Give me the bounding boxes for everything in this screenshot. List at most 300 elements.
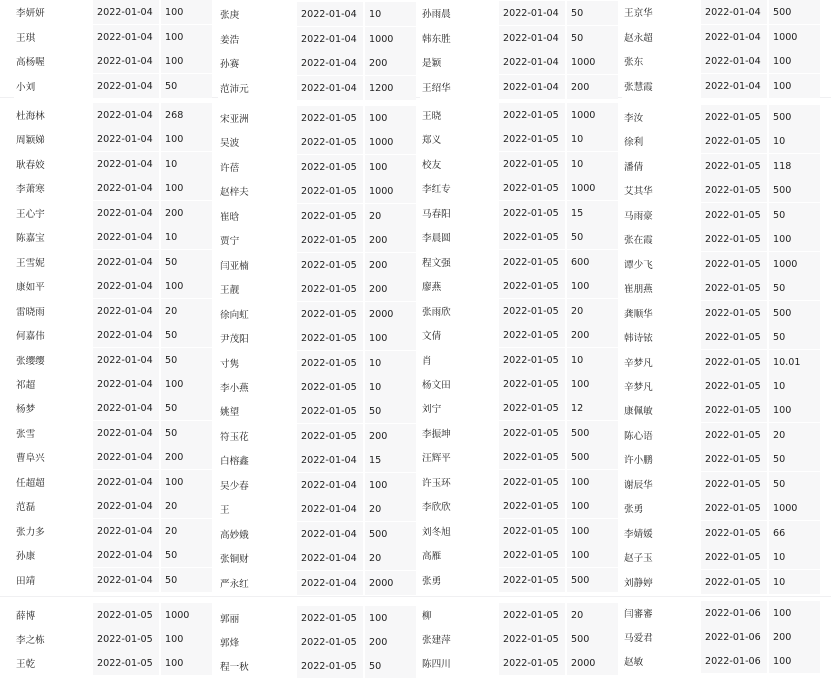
name-cell: 张缨缨: [14, 348, 93, 372]
date-cell: 2022-01-05: [499, 651, 567, 675]
table-row: [420, 323, 618, 347]
table-row: [218, 546, 416, 570]
amount-cell: 20: [161, 299, 212, 323]
date-cell: 2022-01-05: [297, 155, 365, 179]
date-cell: 2022-01-05: [701, 398, 769, 422]
date-cell: 2022-01-04: [297, 522, 365, 546]
date-cell: 2022-01-04: [93, 274, 161, 298]
amount-cell: 15: [567, 201, 618, 225]
table-row: [218, 399, 416, 423]
amount-cell: 10: [769, 129, 820, 153]
table-row: [622, 447, 820, 471]
table-row: [420, 152, 618, 176]
table-row: [420, 494, 618, 518]
table-row: [420, 421, 618, 445]
date-cell: 2022-01-05: [701, 570, 769, 594]
date-cell: 2022-01-04: [93, 299, 161, 323]
amount-cell: 20: [567, 603, 618, 627]
divider: [0, 596, 831, 597]
amount-cell: 50: [567, 225, 618, 249]
name-cell: 张雪: [14, 421, 93, 445]
date-cell: 2022-01-05: [499, 323, 567, 347]
table-row: [622, 49, 820, 73]
table-row: [218, 497, 416, 521]
date-cell: 2022-01-04: [93, 250, 161, 274]
name-cell: 刘静婷: [622, 570, 701, 594]
date-cell: 2022-01-05: [297, 130, 365, 154]
date-cell: 2022-01-05: [297, 302, 365, 326]
amount-cell: 100: [769, 49, 820, 73]
table-row: [420, 26, 618, 50]
name-cell: 康佩敏: [622, 398, 701, 422]
name-cell: 寸隽: [218, 351, 297, 375]
amount-cell: 100: [567, 470, 618, 494]
name-cell: 许小鹏: [622, 447, 701, 471]
amount-cell: 200: [365, 277, 416, 301]
date-cell: 2022-01-05: [297, 630, 365, 654]
amount-cell: 1000: [769, 496, 820, 520]
amount-cell: 100: [769, 601, 820, 625]
name-cell: 符玉花: [218, 424, 297, 448]
table-row: [622, 0, 820, 24]
table-row: [218, 606, 416, 630]
table-panel: [420, 603, 618, 676]
date-cell: 2022-01-06: [701, 601, 769, 625]
amount-cell: 50: [567, 1, 618, 25]
date-cell: 2022-01-05: [297, 204, 365, 228]
table-panel: [420, 103, 618, 592]
date-cell: 2022-01-05: [701, 374, 769, 398]
date-cell: 2022-01-05: [297, 326, 365, 350]
amount-cell: 200: [161, 445, 212, 469]
amount-cell: 100: [161, 0, 212, 24]
table-row: [622, 601, 820, 625]
amount-cell: 66: [769, 521, 820, 545]
amount-cell: 500: [769, 301, 820, 325]
date-cell: 2022-01-04: [93, 323, 161, 347]
date-cell: 2022-01-04: [499, 75, 567, 99]
table-row: [218, 204, 416, 228]
name-cell: 贾宁: [218, 228, 297, 252]
table-row: [14, 152, 212, 176]
amount-cell: 100: [161, 127, 212, 151]
name-cell: 闫亚楠: [218, 253, 297, 277]
date-cell: 2022-01-04: [93, 372, 161, 396]
amount-cell: 100: [769, 74, 820, 98]
table-row: [218, 351, 416, 375]
date-cell: 2022-01-05: [499, 519, 567, 543]
name-cell: 郑义: [420, 127, 499, 151]
table-row: [14, 49, 212, 73]
table-row: [218, 571, 416, 595]
name-cell: 宋亚洲: [218, 106, 297, 130]
date-cell: 2022-01-04: [297, 448, 365, 472]
amount-cell: 50: [769, 203, 820, 227]
table-row: [14, 627, 212, 651]
name-cell: 高妙娥: [218, 522, 297, 546]
date-cell: 2022-01-05: [499, 103, 567, 127]
date-cell: 2022-01-05: [499, 152, 567, 176]
date-cell: 2022-01-05: [499, 421, 567, 445]
amount-cell: 2000: [365, 302, 416, 326]
table-row: [420, 225, 618, 249]
table-row: [420, 50, 618, 74]
amount-cell: 100: [769, 649, 820, 673]
name-cell: 谢辰华: [622, 472, 701, 496]
amount-cell: 10: [365, 351, 416, 375]
date-cell: 2022-01-04: [701, 0, 769, 24]
amount-cell: 100: [365, 606, 416, 630]
name-cell: 姚望: [218, 399, 297, 423]
date-cell: 2022-01-05: [701, 423, 769, 447]
name-cell: 白榕鑫: [218, 448, 297, 472]
name-cell: 郭丽: [218, 606, 297, 630]
amount-cell: 50: [161, 421, 212, 445]
amount-cell: 50: [769, 472, 820, 496]
table-panel: [14, 103, 212, 592]
date-cell: 2022-01-05: [499, 348, 567, 372]
table-row: [14, 323, 212, 347]
date-cell: 2022-01-05: [93, 603, 161, 627]
table-row: [622, 203, 820, 227]
name-cell: 李小燕: [218, 375, 297, 399]
date-cell: 2022-01-04: [93, 494, 161, 518]
table-row: [420, 1, 618, 25]
date-cell: 2022-01-05: [297, 351, 365, 375]
date-cell: 2022-01-04: [93, 421, 161, 445]
table-panel: [622, 105, 820, 594]
table-panel: [218, 2, 416, 100]
table-row: [420, 75, 618, 99]
amount-cell: 1000: [567, 50, 618, 74]
table-row: [622, 25, 820, 49]
date-cell: 2022-01-04: [93, 396, 161, 420]
name-cell: 闫審審: [622, 601, 701, 625]
amount-cell: 20: [365, 546, 416, 570]
name-cell: 张慧霞: [622, 74, 701, 98]
table-row: [622, 154, 820, 178]
table-panel: [14, 603, 212, 676]
table-row: [218, 253, 416, 277]
name-cell: 王靓: [218, 277, 297, 301]
name-cell: 王心宇: [14, 201, 93, 225]
amount-cell: 1000: [567, 103, 618, 127]
name-cell: 曹阜兴: [14, 445, 93, 469]
amount-cell: 200: [567, 323, 618, 347]
table-row: [14, 299, 212, 323]
table-panel: [218, 106, 416, 595]
table-row: [218, 654, 416, 678]
name-cell: 马春阳: [420, 201, 499, 225]
name-cell: 周颖娣: [14, 127, 93, 151]
table-row: [14, 519, 212, 543]
date-cell: 2022-01-04: [701, 49, 769, 73]
name-cell: 张东: [622, 49, 701, 73]
date-cell: 2022-01-05: [499, 543, 567, 567]
date-cell: 2022-01-04: [499, 26, 567, 50]
name-cell: 雷晓雨: [14, 299, 93, 323]
name-cell: 杜海林: [14, 103, 93, 127]
date-cell: 2022-01-06: [701, 649, 769, 673]
date-cell: 2022-01-04: [93, 74, 161, 98]
table-row: [14, 201, 212, 225]
date-cell: 2022-01-05: [499, 127, 567, 151]
table-row: [218, 302, 416, 326]
date-cell: 2022-01-05: [499, 372, 567, 396]
amount-cell: 50: [567, 26, 618, 50]
date-cell: 2022-01-04: [297, 473, 365, 497]
name-cell: 李婧媛: [622, 521, 701, 545]
date-cell: 2022-01-05: [701, 276, 769, 300]
table-row: [218, 522, 416, 546]
date-cell: 2022-01-04: [297, 27, 365, 51]
amount-cell: 200: [365, 51, 416, 75]
date-cell: 2022-01-05: [701, 545, 769, 569]
amount-cell: 100: [567, 494, 618, 518]
name-cell: 陈四川: [420, 651, 499, 675]
amount-cell: 200: [567, 75, 618, 99]
name-cell: 小刘: [14, 74, 93, 98]
name-cell: 校友: [420, 152, 499, 176]
name-cell: 张铜财: [218, 546, 297, 570]
date-cell: 2022-01-05: [701, 105, 769, 129]
table-row: [622, 325, 820, 349]
name-cell: 吴波: [218, 130, 297, 154]
date-cell: 2022-01-04: [93, 127, 161, 151]
name-cell: 孙康: [14, 543, 93, 567]
name-cell: 龚顺华: [622, 301, 701, 325]
amount-cell: 50: [161, 543, 212, 567]
name-cell: 严永红: [218, 571, 297, 595]
date-cell: 2022-01-05: [499, 603, 567, 627]
name-cell: 田靖: [14, 568, 93, 592]
name-cell: 张勇: [420, 568, 499, 592]
table-row: [622, 398, 820, 422]
date-cell: 2022-01-05: [701, 227, 769, 251]
table-row: [622, 423, 820, 447]
name-cell: 何嘉伟: [14, 323, 93, 347]
amount-cell: 12: [567, 396, 618, 420]
date-cell: 2022-01-05: [297, 375, 365, 399]
amount-cell: 1200: [365, 76, 416, 100]
table-row: [420, 543, 618, 567]
table-row: [14, 127, 212, 151]
table-row: [622, 301, 820, 325]
name-cell: 王乾: [14, 651, 93, 675]
table-row: [420, 176, 618, 200]
amount-cell: 50: [769, 276, 820, 300]
name-cell: 高杨喔: [14, 49, 93, 73]
amount-cell: 100: [365, 473, 416, 497]
table-row: [420, 103, 618, 127]
name-cell: 赵子玉: [622, 545, 701, 569]
date-cell: 2022-01-04: [93, 519, 161, 543]
amount-cell: 200: [161, 201, 212, 225]
name-cell: 徐利: [622, 129, 701, 153]
name-cell: 李振坤: [420, 421, 499, 445]
table-row: [420, 470, 618, 494]
amount-cell: 100: [161, 627, 212, 651]
date-cell: 2022-01-04: [93, 201, 161, 225]
name-cell: 马雨豪: [622, 203, 701, 227]
name-cell: 范磊: [14, 494, 93, 518]
amount-cell: 500: [567, 568, 618, 592]
name-cell: 张庚: [218, 2, 297, 26]
date-cell: 2022-01-05: [701, 350, 769, 374]
amount-cell: 20: [769, 423, 820, 447]
amount-cell: 500: [567, 627, 618, 651]
amount-cell: 10: [769, 374, 820, 398]
date-cell: 2022-01-05: [701, 203, 769, 227]
table-row: [14, 176, 212, 200]
name-cell: 孙雨晨: [420, 1, 499, 25]
date-cell: 2022-01-04: [297, 546, 365, 570]
date-cell: 2022-01-05: [499, 250, 567, 274]
date-cell: 2022-01-04: [93, 225, 161, 249]
name-cell: 韩诗铱: [622, 325, 701, 349]
name-cell: 艾其华: [622, 178, 701, 202]
name-cell: 汪辉平: [420, 445, 499, 469]
name-cell: 王京华: [622, 0, 701, 24]
name-cell: 李晨圆: [420, 225, 499, 249]
table-row: [218, 106, 416, 130]
date-cell: 2022-01-04: [93, 0, 161, 24]
name-cell: 程文强: [420, 250, 499, 274]
name-cell: 辛梦凡: [622, 350, 701, 374]
date-cell: 2022-01-05: [297, 253, 365, 277]
name-cell: 张雨欣: [420, 299, 499, 323]
name-cell: 耿春姣: [14, 152, 93, 176]
amount-cell: 100: [161, 651, 212, 675]
date-cell: 2022-01-04: [701, 25, 769, 49]
name-cell: 吴少春: [218, 473, 297, 497]
amount-cell: 10: [567, 152, 618, 176]
table-row: [420, 274, 618, 298]
table-row: [420, 250, 618, 274]
date-cell: 2022-01-05: [701, 472, 769, 496]
table-row: [622, 276, 820, 300]
amount-cell: 200: [365, 253, 416, 277]
date-cell: 2022-01-05: [499, 201, 567, 225]
name-cell: 陈嘉宝: [14, 225, 93, 249]
amount-cell: 10: [365, 2, 416, 26]
table-row: [14, 74, 212, 98]
table-row: [622, 545, 820, 569]
name-cell: 任超超: [14, 470, 93, 494]
name-cell: 刘宁: [420, 396, 499, 420]
date-cell: 2022-01-04: [297, 571, 365, 595]
name-cell: 张建萍: [420, 627, 499, 651]
amount-cell: 200: [365, 228, 416, 252]
date-cell: 2022-01-04: [297, 2, 365, 26]
name-cell: 李之栋: [14, 627, 93, 651]
table-row: [622, 227, 820, 251]
table-row: [14, 396, 212, 420]
name-cell: 李汝: [622, 105, 701, 129]
amount-cell: 10: [567, 348, 618, 372]
name-cell: 赵敏: [622, 649, 701, 673]
date-cell: 2022-01-04: [297, 76, 365, 100]
table-row: [218, 27, 416, 51]
table-row: [622, 472, 820, 496]
name-cell: 刘冬旭: [420, 519, 499, 543]
table-row: [14, 225, 212, 249]
table-row: [218, 228, 416, 252]
amount-cell: 100: [365, 155, 416, 179]
amount-cell: 1000: [769, 25, 820, 49]
name-cell: 李萧寒: [14, 176, 93, 200]
name-cell: 陈心语: [622, 423, 701, 447]
table-panel: [14, 0, 212, 98]
date-cell: 2022-01-05: [499, 568, 567, 592]
amount-cell: 100: [365, 106, 416, 130]
amount-cell: 20: [161, 494, 212, 518]
date-cell: 2022-01-05: [499, 494, 567, 518]
date-cell: 2022-01-05: [701, 301, 769, 325]
table-row: [14, 348, 212, 372]
table-row: [14, 445, 212, 469]
name-cell: 廖燕: [420, 274, 499, 298]
amount-cell: 118: [769, 154, 820, 178]
date-cell: 2022-01-05: [499, 225, 567, 249]
name-cell: 王: [218, 497, 297, 521]
amount-cell: 600: [567, 250, 618, 274]
date-cell: 2022-01-04: [93, 348, 161, 372]
amount-cell: 50: [769, 325, 820, 349]
table-row: [14, 568, 212, 592]
amount-cell: 100: [365, 326, 416, 350]
amount-cell: 500: [769, 178, 820, 202]
amount-cell: 10: [769, 545, 820, 569]
table-row: [218, 51, 416, 75]
amount-cell: 10: [567, 127, 618, 151]
amount-cell: 20: [161, 519, 212, 543]
table-row: [420, 651, 618, 675]
amount-cell: 10: [161, 152, 212, 176]
amount-cell: 20: [365, 497, 416, 521]
table-row: [14, 274, 212, 298]
amount-cell: 200: [365, 630, 416, 654]
table-row: [420, 299, 618, 323]
table-row: [622, 496, 820, 520]
table-row: [622, 252, 820, 276]
name-cell: 徐向虹: [218, 302, 297, 326]
date-cell: 2022-01-04: [93, 103, 161, 127]
table-row: [14, 543, 212, 567]
date-cell: 2022-01-04: [701, 74, 769, 98]
table-row: [622, 178, 820, 202]
date-cell: 2022-01-05: [297, 606, 365, 630]
name-cell: 李红专: [420, 176, 499, 200]
table-row: [420, 603, 618, 627]
date-cell: 2022-01-05: [701, 325, 769, 349]
name-cell: 谭少飞: [622, 252, 701, 276]
name-cell: 张勇: [622, 496, 701, 520]
table-panel: [218, 606, 416, 679]
amount-cell: 10: [161, 225, 212, 249]
date-cell: 2022-01-05: [701, 447, 769, 471]
date-cell: 2022-01-05: [499, 396, 567, 420]
name-cell: 王晓: [420, 103, 499, 127]
name-cell: 祁超: [14, 372, 93, 396]
amount-cell: 50: [365, 399, 416, 423]
amount-cell: 10: [365, 375, 416, 399]
table-row: [14, 470, 212, 494]
date-cell: 2022-01-04: [499, 1, 567, 25]
name-cell: 柳: [420, 603, 499, 627]
amount-cell: 50: [161, 396, 212, 420]
table-row: [218, 155, 416, 179]
